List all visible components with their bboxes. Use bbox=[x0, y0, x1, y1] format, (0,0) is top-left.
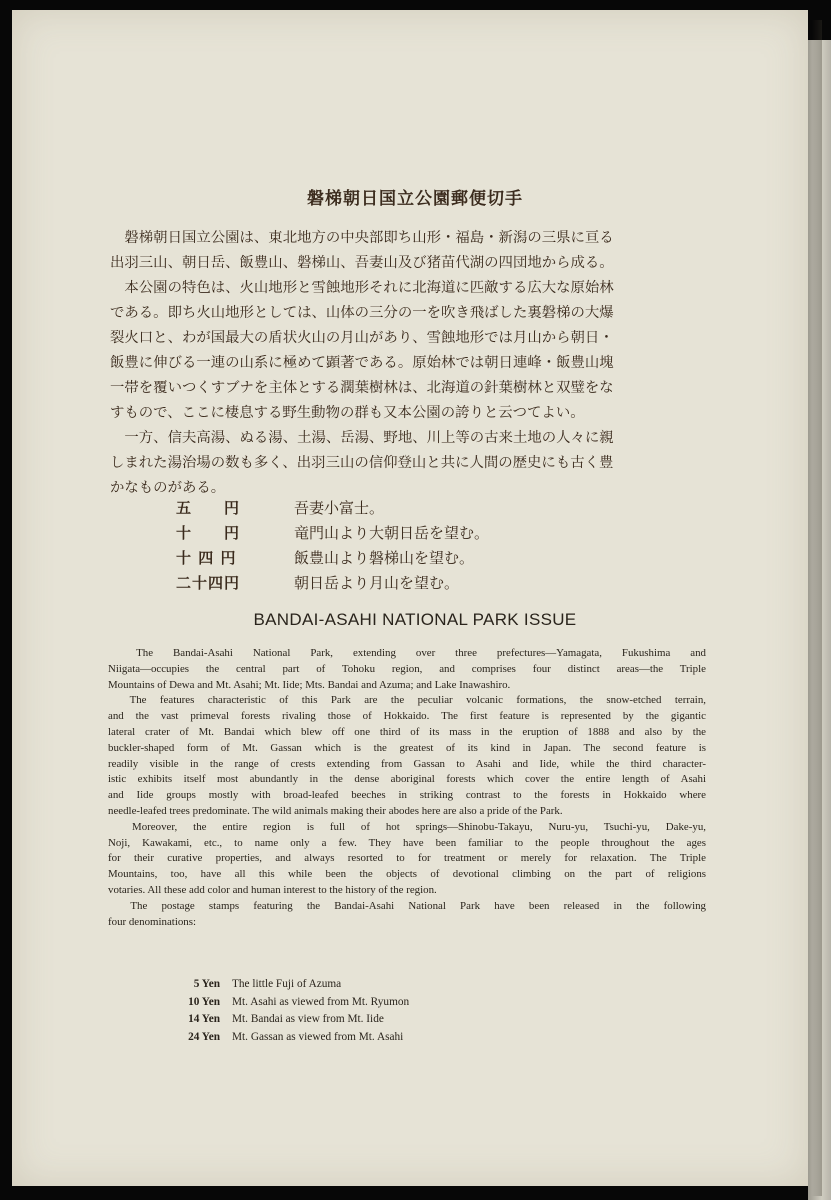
english-line: Noji, Kawakami, etc., to name only a few. They have been familiar to the people throughout the ages bbox=[108, 836, 706, 849]
english-line: Mountains, too, have all this while been the objects of devotional climbing on the part of religions bbox=[108, 868, 706, 881]
japanese-line: かなものがある。 bbox=[110, 480, 226, 496]
denomination-amount: 14 Yen bbox=[188, 1013, 220, 1026]
denomination-amount: 5 Yen bbox=[193, 978, 220, 990]
denomination-row bbox=[150, 1029, 550, 1047]
denomination-row bbox=[176, 496, 696, 521]
denomination-amount: 十 円 bbox=[176, 524, 241, 542]
english-line: istic exhibits itself most abundantly in the dense aboriginal forests which cover the entire length of Asahi bbox=[108, 773, 706, 786]
japanese-line: すもので、ここに棲息する野生動物の群も又本公園の誇りと云つてよい。 bbox=[110, 405, 585, 421]
denomination-description: Mt. Bandai as view from Mt. Iide bbox=[232, 1013, 384, 1026]
japanese-title: 磐梯朝日国立公園郵便切手 bbox=[307, 189, 523, 209]
english-line: Moreover, the entire region is full of hot springs—Shinobu-Takayu, Nuru-yu, Tsuchi-yu, Dake-yu, bbox=[108, 820, 706, 833]
denomination-amount: 二十四円 bbox=[176, 574, 241, 592]
english-paragraph bbox=[108, 646, 706, 930]
denomination-amount: 五 円 bbox=[176, 499, 241, 517]
denomination-description: 飯豊山より磐梯山を望む。 bbox=[294, 549, 475, 567]
denomination-amount: 十 四 円 bbox=[176, 549, 237, 567]
denomination-description: 吾妻小富士。 bbox=[294, 499, 385, 517]
english-line: for their curative properties, and always resorted to for treatment or merely for relaxation. The Triple bbox=[108, 852, 706, 865]
english-line: lateral crater of Mt. Bandai which blew off one third of its mass in the eruption of 1888 and also by the bbox=[108, 725, 706, 738]
denomination-row bbox=[176, 571, 696, 596]
japanese-line: 裂火口と、わが国最大の盾状火山の月山があり、雪蝕地形では月山から朝日・ bbox=[110, 330, 614, 346]
english-line: votaries. All these add color and human interest to the history of the region. bbox=[108, 883, 437, 896]
denomination-amount: 24 Yen bbox=[188, 1030, 220, 1043]
japanese-paragraph bbox=[110, 226, 710, 501]
denomination-row bbox=[150, 994, 550, 1012]
english-line: The Bandai-Asahi National Park, extending over three prefectures—Yamagata, Fukushima and bbox=[108, 647, 706, 659]
denomination-row bbox=[176, 521, 696, 546]
english-line: buckler-shaped form of Mt. Gassan which is the greatest of its kind in Japan. The second feature is bbox=[108, 741, 706, 754]
japanese-line: 一方、信夫高湯、ぬる湯、土湯、岳湯、野地、川上等の古来土地の人々に親 bbox=[110, 430, 614, 446]
english-title: BANDAI-ASAHI NATIONAL PARK ISSUE bbox=[253, 610, 577, 629]
english-line: and the vast primeval forests rivaling those of Hokkaido. The first feature is represented by the gigantic bbox=[108, 710, 706, 723]
denomination-amount: 10 Yen bbox=[188, 995, 220, 1008]
english-line: and Iide groups mostly with broad-leafed beeches in striking contrast to the forests in Hokkaido where bbox=[108, 789, 706, 802]
english-line: Niigata—occupies the central part of Tohoku region, and comprises four distinct areas—the Triple bbox=[108, 662, 706, 675]
denomination-description: The little Fuji of Azuma bbox=[232, 978, 342, 990]
japanese-denominations bbox=[176, 496, 696, 596]
english-line: readily visible in the range of crests extending from Gassan to Asahi and Iide, while the third character- bbox=[108, 757, 706, 770]
japanese-line: 本公園の特色は、火山地形と雪蝕地形それに北海道に匹敵する広大な原始林 bbox=[110, 280, 614, 296]
sheet-shadow bbox=[812, 20, 822, 1196]
japanese-line: 一帯を覆いつくすブナを主体とする濶葉樹林は、北海道の針葉樹林と双璧をな bbox=[110, 380, 614, 396]
japanese-line: しまれた湯治場の数も多く、出羽三山の信仰登山と共に人間の歴史にも古く豊 bbox=[110, 455, 614, 471]
japanese-line: 磐梯朝日国立公園は、東北地方の中央部即ち山形・福島・新潟の三県に亘る bbox=[110, 230, 614, 246]
english-line: Mountains of Dewa and Mt. Asahi; Mt. Iide; Mts. Bandai and Azuma; and Lake Inawashiro. bbox=[108, 678, 511, 691]
denomination-row bbox=[176, 546, 696, 571]
japanese-line: 飯豊に伸びる一連の山系に極めて顕著である。原始林では朝日連峰・飯豊山塊 bbox=[110, 355, 614, 371]
denomination-description: Mt. Gassan as viewed from Mt. Asahi bbox=[232, 1030, 404, 1043]
denomination-row bbox=[150, 1011, 550, 1029]
english-line: The postage stamps featuring the Bandai-Asahi National Park have been released in the following bbox=[108, 899, 706, 912]
english-denominations bbox=[150, 976, 550, 1046]
english-line: four denominations: bbox=[108, 915, 197, 928]
english-line: The features characteristic of this Park are the peculiar volcanic formations, the snow-etched terrain, bbox=[108, 694, 706, 707]
english-line: needle-leafed trees predominate. The wild animals making their abodes here are also a pride of the Park. bbox=[108, 804, 563, 817]
japanese-line: 出羽三山、朝日岳、飯豊山、磐梯山、吾妻山及び猪苗代湖の四団地から成る。 bbox=[110, 255, 614, 271]
japanese-line: である。即ち火山地形としては、山体の三分の一を吹き飛ばした裏磐梯の大爆 bbox=[110, 305, 614, 321]
denomination-description: 朝日岳より月山を望む。 bbox=[294, 574, 460, 592]
denomination-row bbox=[150, 976, 550, 994]
denomination-description: Mt. Asahi as viewed from Mt. Ryumon bbox=[232, 995, 410, 1008]
denomination-description: 竜門山より大朝日岳を望む。 bbox=[294, 524, 490, 542]
